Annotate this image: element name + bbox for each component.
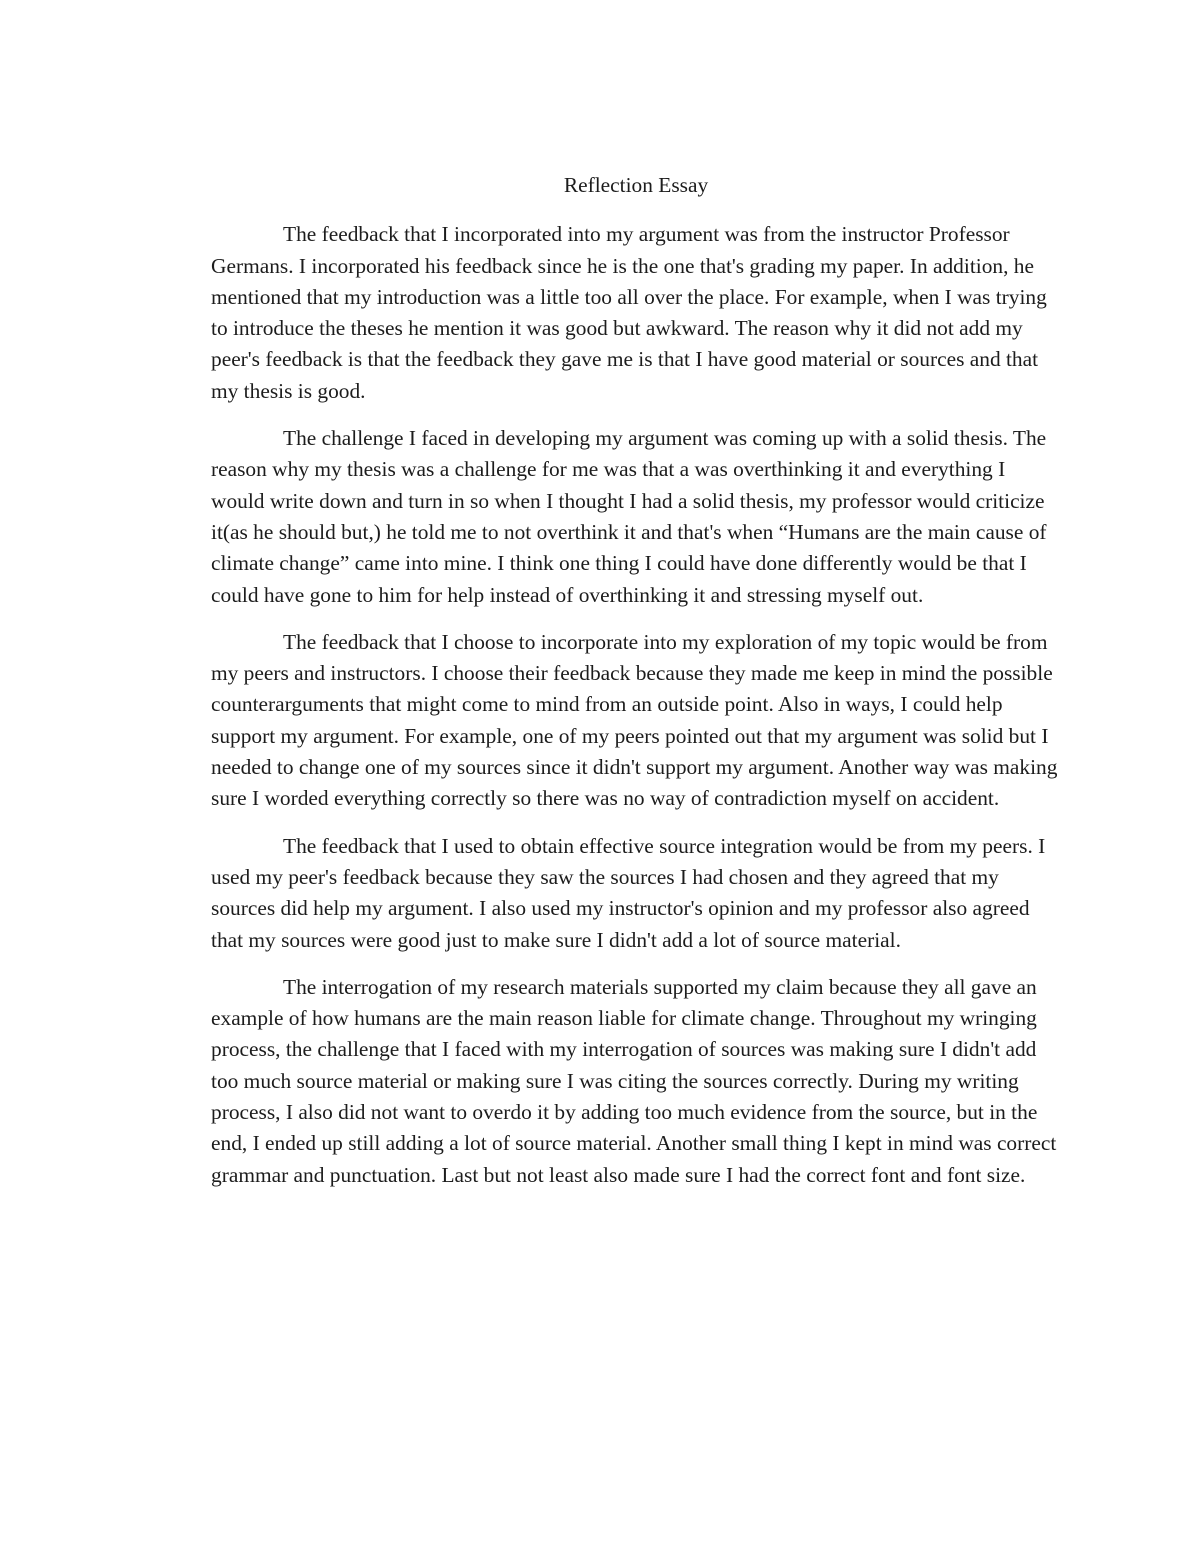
essay-body bbox=[211, 170, 1061, 1207]
paragraph-1: The feedback that I incorporated into my argument was from the instructor Professor Germans. I incorporated his feedback since he is the one that's grading my paper. In addition, he mentioned that my introduction was a little too all over the place. For example, when I was trying to introduce the theses he mention it was good but awkward. The reason why it did not add my peer's feedback is that the feedback they gave me is that I have good material or sources and that my thesis is good. bbox=[211, 222, 1047, 403]
paragraph-3: The feedback that I choose to incorporate into my exploration of my topic would be from my peers and instructors. I choose their feedback because they made me keep in mind the possible counterarguments that might come to mind from an outside point. Also in ways, I could help support my argument. For example, one of my peers pointed out that my argument was solid but I needed to change one of my sources since it didn't support my argument. Another way was making sure I worded everything correctly so there was no way of contradiction myself on accident. bbox=[211, 629, 1058, 811]
paragraph-2: The challenge I faced in developing my argument was coming up with a solid thesis. The reason why my thesis was a challenge for me was that a was overthinking it and everything I would write down and turn in so when I thought I had a solid thesis, my professor would criticize it(as he should but,) he told me to not overthink it and that's when “Humans are the main cause of climate change” came into mine. I think one thing I could have done differently would be that I could have gone to him for help instead of overthinking it and stressing myself out. bbox=[211, 426, 1047, 607]
paragraph-4: The feedback that I used to obtain effective source integration would be from my peers. I used my peer's feedback because they saw the sources I had chosen and they agreed that my sources did help my argument. I also used my instructor's opinion and my professor also agreed that my sources were good just to make sure I didn't add a lot of source material. bbox=[211, 833, 1046, 952]
paragraph-5: The interrogation of my research materials supported my claim because they all gave an example of how humans are the main reason liable for climate change. Throughout my wringing process, the challenge that I faced with my interrogation of sources was making sure I didn't add too much source material or making sure I was citing the sources correctly. During my writing process, I also did not want to overdo it by adding too much evidence from the source, but in the end, I ended up still adding a lot of source material. Another small thing I kept in mind was correct grammar and punctuation. Last but not least also made sure I had the correct font and font size. bbox=[211, 974, 1057, 1187]
essay-title: Reflection Essay bbox=[563, 173, 709, 197]
